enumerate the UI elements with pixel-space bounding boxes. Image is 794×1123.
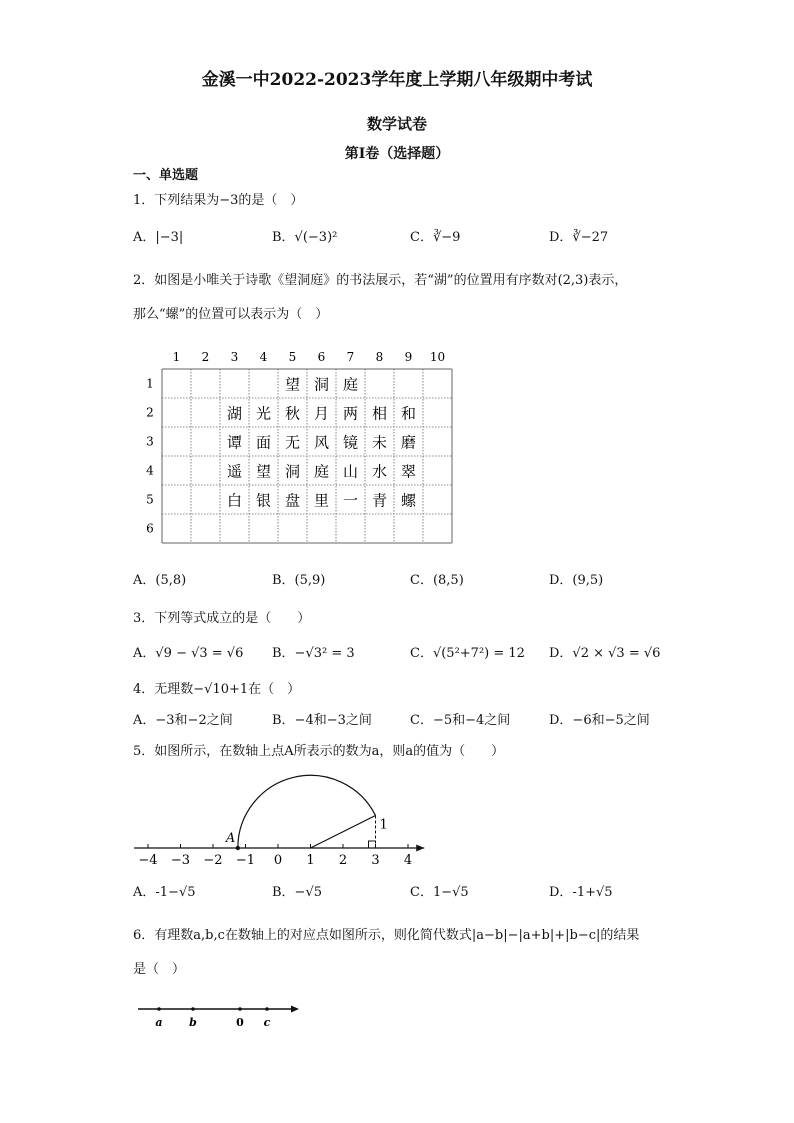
q2-option-b: B．(5,9): [272, 573, 326, 588]
grid-character: 湖: [226, 404, 243, 423]
grid-row-label: 5: [146, 492, 154, 507]
grid-character: 遥: [226, 462, 243, 481]
q4-option-d: D．−6和−5之间: [549, 713, 650, 728]
grid-character: 洞: [313, 375, 330, 394]
axis-point-label: 0: [236, 1016, 244, 1029]
axis-point: [265, 1007, 269, 1011]
grid-character: 面: [255, 433, 272, 452]
grid-col-label: 4: [259, 350, 268, 364]
q3-option-a: A．√9 − √3 = √6: [133, 646, 244, 661]
q5-option-a: A．-1−√5: [133, 885, 196, 900]
q1-option-c: C．∛−9: [410, 230, 461, 245]
grid-col-label: 2: [201, 350, 210, 364]
q5-option-c: C．1−√5: [410, 885, 469, 900]
question-2-stem-line2: 那么“螺”的位置可以表示为（ ）: [133, 307, 329, 322]
paper-subtitle: 数学试卷: [366, 115, 427, 133]
axis-tick-label: −3: [170, 853, 191, 868]
q5-option-d: D．-1+√5: [549, 885, 613, 900]
axis-point: [191, 1007, 195, 1011]
height-label: 1: [379, 817, 388, 833]
grid-col-label: 1: [172, 350, 181, 364]
axis-point: [157, 1007, 161, 1011]
grid-character: 里: [313, 491, 330, 510]
grid-character: 翠: [400, 462, 417, 481]
point-a-dot: [236, 846, 240, 850]
axis-tick-label: −4: [138, 853, 158, 868]
right-angle-mark: [369, 841, 376, 848]
question-5-stem: 5．如图所示，在数轴上点A所表示的数为a，则a的值为（ ）: [133, 744, 505, 759]
grid-character: 未: [371, 433, 388, 452]
grid-character: 银: [255, 491, 272, 510]
q2-option-a: A．(5,8): [133, 573, 187, 588]
question-6-stem-line1: 6．有理数a,b,c在数轴上的对应点如图所示，则化简代数式|a−b|−|a+b|+|b−c|的结果: [133, 928, 640, 943]
number-line-figure-q5: [130, 770, 430, 870]
grid-character: 磨: [400, 433, 417, 452]
q4-option-a: A．−3和−2之间: [133, 713, 233, 728]
q1-option-b: B．√(−3)²: [272, 230, 338, 245]
grid-character: 和: [400, 404, 417, 423]
axis-tick-label: 1: [306, 853, 315, 868]
grid-row-label: 4: [146, 463, 154, 478]
q3-option-b: B．−√3² = 3: [272, 646, 355, 661]
q1-option-a: A．|−3|: [133, 230, 184, 245]
grid-character: 月: [313, 404, 330, 423]
grid-character: 风: [313, 433, 330, 452]
q1-option-d: D．∛−27: [549, 230, 609, 245]
axis-point: [238, 1007, 242, 1011]
radius-segment: [311, 816, 376, 849]
axis-tick-label: 4: [403, 853, 413, 868]
q3-option-c: C．√(5²+7²) = 12: [410, 646, 525, 661]
grid-row-label: 3: [146, 434, 154, 449]
question-6-stem-line2: 是（ ）: [133, 962, 186, 977]
grid-row-label: 6: [146, 521, 154, 536]
axis-tick-label: 0: [273, 853, 283, 868]
axis-point-label: c: [263, 1016, 271, 1029]
question-1-stem: 1．下列结果为−3的是（ ）: [133, 193, 304, 208]
grid-character: 白: [226, 491, 243, 510]
q2-option-c: C．(8,5): [410, 573, 464, 588]
axis-tick-label: −2: [203, 853, 223, 868]
axis-tick-label: 2: [338, 853, 348, 868]
grid-character: 庭: [342, 375, 359, 394]
grid-character: 谭: [226, 433, 243, 452]
grid-col-label: 8: [375, 350, 384, 364]
axis-point-label: b: [189, 1016, 197, 1029]
question-3-stem: 3．下列等式成立的是（ ）: [133, 611, 311, 626]
question-4-stem: 4．无理数−√10+1在（ ）: [133, 682, 301, 697]
grid-character: 光: [255, 404, 272, 423]
grid-character: 相: [371, 404, 388, 423]
grid-character: 无: [284, 433, 301, 452]
q2-option-d: D．(9,5): [549, 573, 604, 588]
grid-character: 螺: [400, 491, 417, 510]
grid-character: 秋: [284, 404, 301, 423]
grid-character: 望: [284, 375, 301, 394]
exam-title: 金溪一中2022-2023学年度上学期八年级期中考试: [201, 70, 593, 90]
part-label: 第I卷（选择题）: [344, 146, 450, 162]
grid-character: 水: [371, 462, 388, 481]
axis-point-label: a: [155, 1016, 163, 1029]
grid-col-label: 3: [230, 350, 239, 364]
grid-character: 镜: [342, 433, 359, 452]
axis-tick-label: −1: [235, 853, 256, 868]
q5-option-b: B．−√5: [272, 885, 323, 900]
axis-tick-label: 3: [371, 853, 380, 868]
q3-option-d: D．√2 × √3 = √6: [549, 646, 661, 661]
grid-character: 洞: [284, 462, 301, 481]
semicircle-arc: [238, 775, 376, 848]
section-heading: 一、单选题: [133, 168, 199, 183]
question-2-stem-line1: 2．如图是小唯关于诗歌《望洞庭》的书法展示，若“湖”的位置用有序数对(2,3)表示，: [133, 273, 628, 288]
grid-col-label: 7: [346, 350, 355, 364]
grid-character: 望: [255, 462, 272, 481]
point-a-label: A: [225, 831, 236, 846]
grid-col-label: 6: [317, 350, 326, 364]
grid-character: 青: [371, 491, 388, 510]
grid-col-label: 5: [288, 350, 297, 364]
grid-character: 山: [342, 462, 359, 481]
grid-character: 盘: [284, 491, 301, 510]
grid-col-label: 10: [429, 350, 446, 364]
grid-row-label: 2: [146, 405, 154, 420]
grid-character: 两: [342, 404, 359, 423]
axis-arrow: [291, 1006, 299, 1013]
q4-option-b: B．−4和−3之间: [272, 713, 372, 728]
grid-col-label: 9: [404, 350, 413, 364]
poem-grid-figure: [140, 345, 460, 550]
q4-option-c: C．−5和−4之间: [410, 713, 511, 728]
grid-character: 一: [342, 491, 359, 510]
grid-row-label: 1: [146, 376, 154, 391]
number-line-figure-q6: [135, 1000, 305, 1034]
axis-arrow: [416, 845, 424, 852]
grid-character: 庭: [313, 462, 330, 481]
